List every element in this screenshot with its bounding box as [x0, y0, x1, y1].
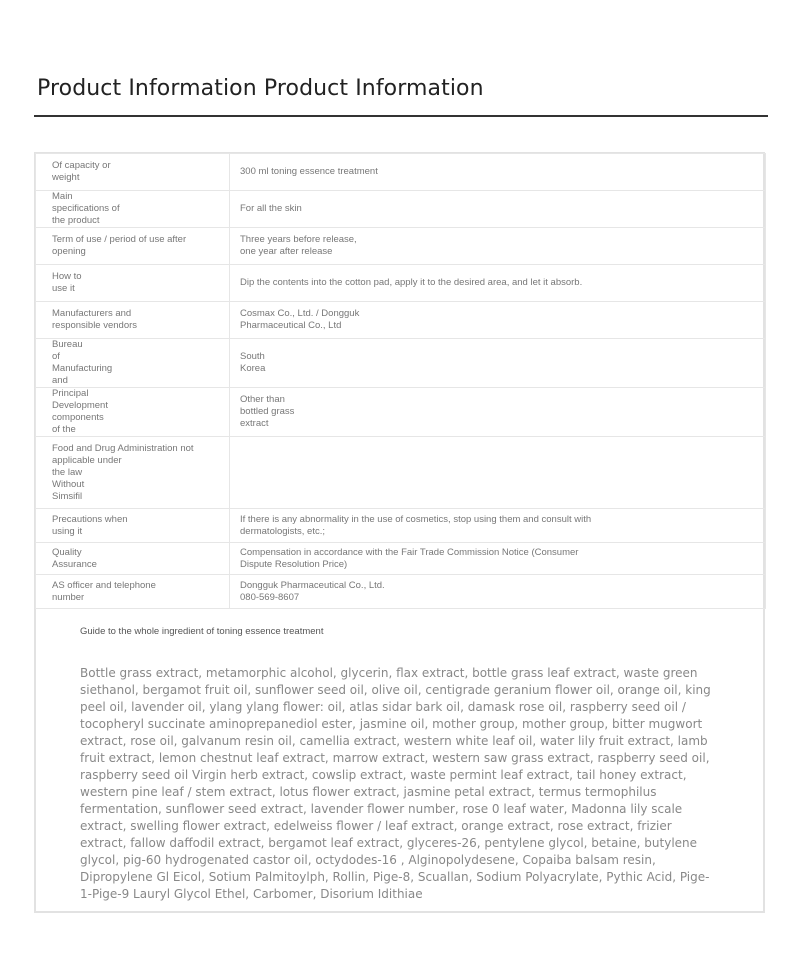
spec-label-cell: [36, 437, 230, 509]
spec-table: [35, 153, 766, 609]
spec-row: [36, 575, 766, 609]
spec-row: [36, 437, 766, 509]
spec-label-cell: [36, 191, 230, 228]
spec-row: [36, 228, 766, 265]
spec-label-cell: [36, 302, 230, 339]
spec-label: Quality Assurance: [52, 546, 97, 570]
spec-value: Three years before release, one year after release: [240, 234, 357, 257]
spec-label-cell: [36, 388, 230, 437]
spec-value-cell: [230, 543, 766, 575]
spec-value: If there is any abnormality in the use of cosmetics, stop using them and consult with dermatologists, etc.;: [240, 513, 592, 537]
spec-label: Term of use / period of use after opening: [52, 234, 187, 257]
spec-label: Bureau of Manufacturing and: [52, 339, 113, 386]
spec-row: [36, 543, 766, 575]
spec-label: Main specifications of the product: [52, 191, 120, 226]
ingredient-guide-title: Guide to the whole ingredient of toning essence treatment: [80, 626, 324, 637]
spec-row: [36, 154, 766, 191]
spec-value-cell: [230, 302, 766, 339]
spec-row: [36, 191, 766, 228]
spec-label: AS officer and telephone number: [52, 579, 156, 603]
spec-row: [36, 265, 766, 302]
spec-value: For all the skin: [240, 203, 302, 214]
spec-label-cell: [36, 265, 230, 302]
spec-value-cell: [230, 388, 766, 437]
spec-label-cell: [36, 154, 230, 191]
spec-label-cell: [36, 543, 230, 575]
spec-row: [36, 302, 766, 339]
spec-value: Dongguk Pharmaceutical Co., Ltd. 080-569-8607: [240, 579, 385, 603]
spec-value-cell: [230, 575, 766, 609]
spec-value: South Korea: [240, 351, 266, 374]
spec-label-cell: [36, 339, 230, 388]
title-divider: [34, 115, 768, 117]
spec-label-cell: [36, 228, 230, 265]
spec-label: Food and Drug Administration not applicable under the law Without Simsifil: [52, 442, 194, 502]
spec-label: Of capacity or weight: [52, 160, 111, 183]
spec-label: Manufacturers and responsible vendors: [52, 308, 138, 331]
spec-value-cell: [230, 339, 766, 388]
spec-value: Other than bottled grass extract: [240, 394, 295, 429]
spec-value: Cosmax Co., Ltd. / Dongguk Pharmaceutical Co., Ltd: [240, 308, 360, 331]
spec-value-cell: [230, 154, 766, 191]
spec-label: Principal Development components of the: [52, 388, 108, 435]
spec-value: Dip the contents into the cotton pad, apply it to the desired area, and let it absorb.: [240, 277, 583, 288]
spec-row: [36, 339, 766, 388]
spec-value: 300 ml toning essence treatment: [240, 166, 378, 177]
page-title: Product Information Product Information: [37, 76, 484, 101]
spec-value-cell: [230, 228, 766, 265]
spec-value-cell: [230, 509, 766, 543]
spec-label-cell: [36, 509, 230, 543]
spec-value-cell: [230, 191, 766, 228]
spec-value-cell: [230, 265, 766, 302]
spec-label: Precautions when using it: [52, 513, 128, 537]
spec-row: [36, 388, 766, 437]
spec-row: [36, 509, 766, 543]
spec-value: Compensation in accordance with the Fair Trade Commission Notice (Consumer Dispute Resolution Price): [240, 546, 579, 570]
ingredient-list: Bottle grass extract, metamorphic alcohol, glycerin, flax extract, bottle grass leaf extract, waste green siethanol, bergamot fruit oil, sunflower seed oil, olive oil, centigrade geranium flower oil, orange oil, king peel oil, lavender oil, ylang ylang flower: oil, atlas sidar bark oil, damask rose oil, raspberry seed oil / tocopheryl succinate aminoprepanediol ester, jasmine oil, mother group, mother group, bitter mugwort extract, rose oil, galvanum resin oil, camellia extract, western white leaf oil, water lily fruit extract, lamb fruit extract, lemon chestnut leaf extract, marrow extract, western saw grass extract, raspberry seed oil, raspberry seed oil Virgin herb extract, cowslip extract, waste permint leaf extract, tail honey extract, western pine leaf / stem extract, lotus flower extract, jasmine petal extract, termus termophilus fermentation, sunflower seed extract, lavender flower number, rose 0 leaf water, Madonna lily scale extract, swelling flower extract, edelweiss flower / leaf extract, orange extract, rose extract, frizier extract, fallow daffodil extract, bergamot leaf extract, glyceres-26, pentylene glycol, betaine, butylene glycol, pig-60 hydrogenated castor oil, octydodes-16 , Alginopolydesene, Copaiba balsam resin, Dipropylene Gl Eicol, Sotium Palmitoylph, Rollin, Pige-8, Scuallan, Sodium Polyacrylate, Pythic Acid, Pige-1-Pige-9 Lauryl Glycol Ethel, Carbomer, Disorium Idithiae: [80, 666, 711, 901]
spec-label: How to use it: [52, 271, 82, 294]
spec-value-cell: [230, 437, 766, 509]
spec-label-cell: [36, 575, 230, 609]
